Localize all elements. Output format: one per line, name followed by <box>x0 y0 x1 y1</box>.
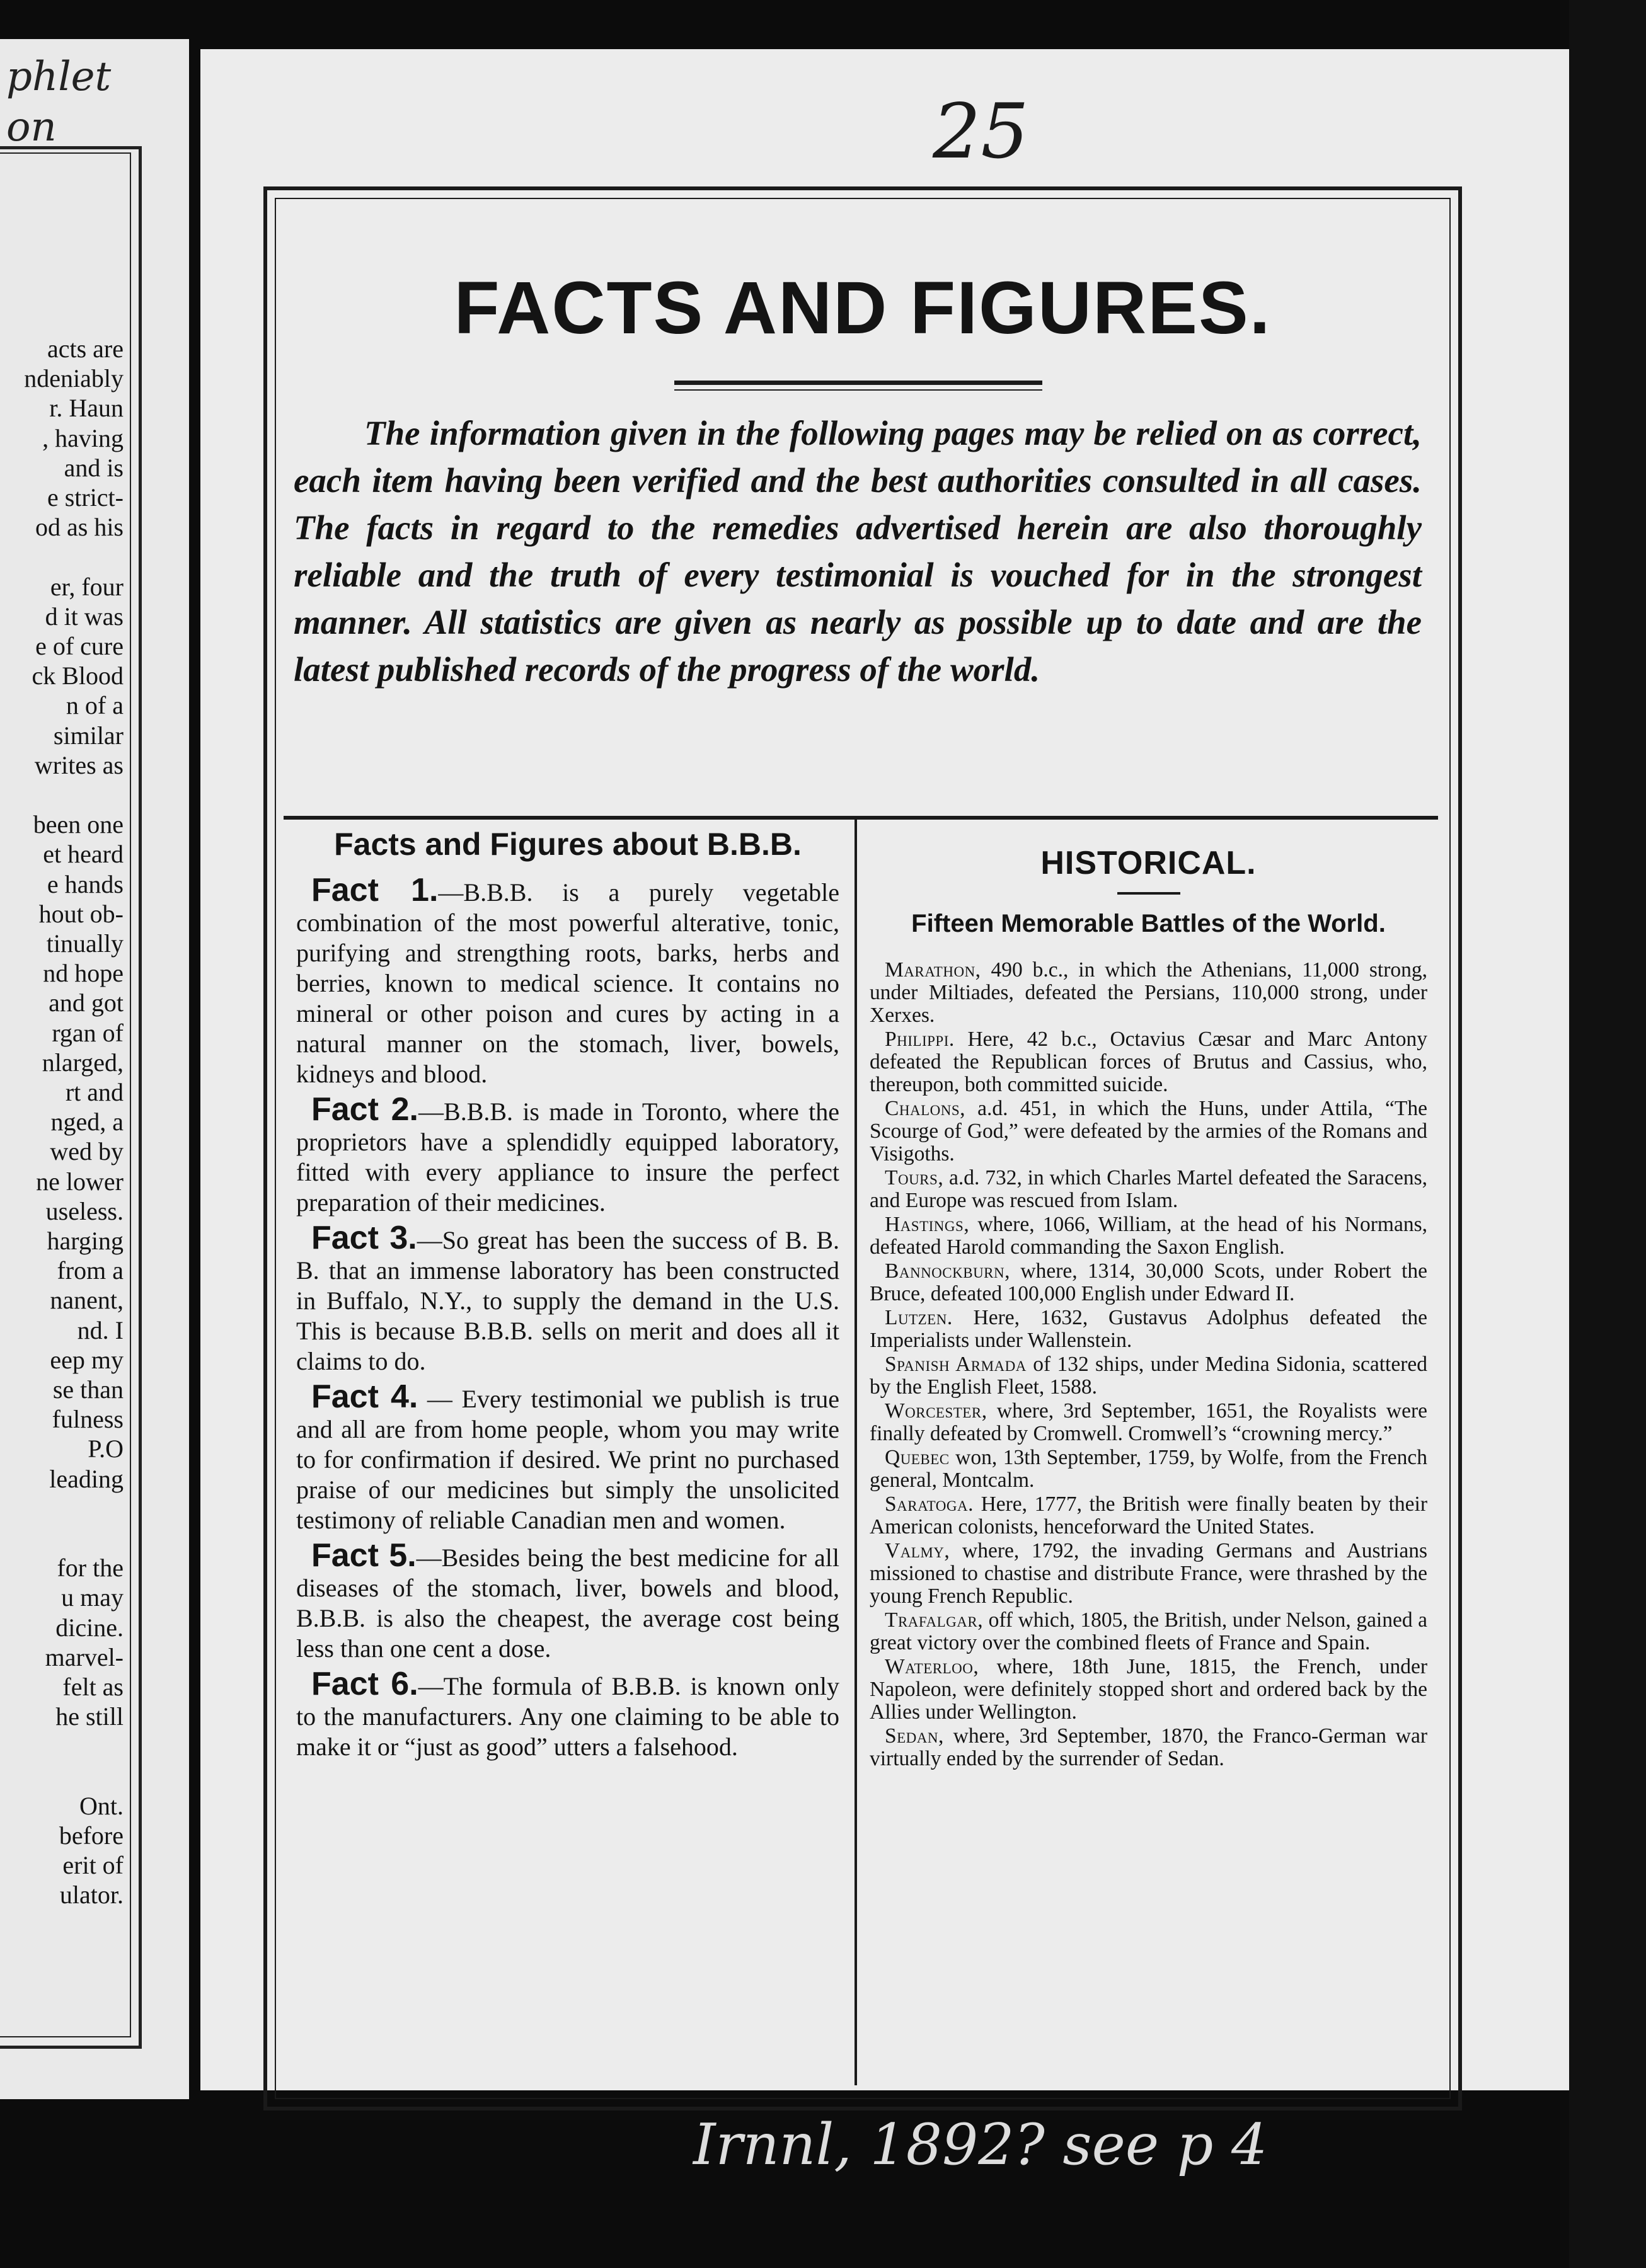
left-page-fragment: for the <box>57 1554 124 1583</box>
battle-text: where, 18th June, 1815, the French, under Napoleon, were definitely stopped short and ordered back by the Allies under Wellington. <box>870 1655 1427 1724</box>
battle-item <box>870 1493 1427 1538</box>
left-page-fragment: and is <box>64 453 124 482</box>
fact-text: —B.B.B. is a purely vegetable combination of the most powerful alterative, tonic, purifying and strengthing roots, barks, herbs and berries, known to medical science. It contains no mineral or other poison and cures by acting in a natural manner on the stomach, liver, bowels, kidneys and blood. <box>296 878 839 1088</box>
battle-text: 490 b.c., in which the Athenians, 11,000 strong, under Miltiades, defeated the Persians, 110,000 strong, under Xerxes. <box>870 958 1427 1027</box>
left-page-fragment: rt and <box>65 1078 124 1106</box>
fact-text: —Besides being the best medicine for all diseases of the stomach, liver, bowels and blood, B.B.B. is also the cheapest, the average cost being less than one cent a dose. <box>296 1544 839 1663</box>
fact-label: Fact 3. <box>311 1220 417 1256</box>
battle-text: a.d. 451, in which the Huns, under Attila, “The Scourge of God,” were defeated by the armies of the Romans and Visigoths. <box>870 1097 1427 1166</box>
battle-item <box>870 1540 1427 1608</box>
left-facing-page <box>0 39 189 2099</box>
battle-text: Here, 1632, Gustavus Adolphus defeated the Imperialists under Wallenstein. <box>870 1306 1427 1352</box>
left-page-fragment: n of a <box>66 691 124 720</box>
handwritten-page-number: 25 <box>933 88 1029 176</box>
left-page-fragment: Ont. <box>79 1791 124 1820</box>
left-page-fragment: ndeniably <box>24 364 124 393</box>
scan-edge-shadow <box>1569 0 1646 2268</box>
left-page-fragment: ulator. <box>59 1881 124 1910</box>
left-page-fragment: harging <box>47 1227 124 1255</box>
battle-name: Philippi. <box>885 1028 955 1051</box>
left-page-fragment: he still <box>55 1702 124 1731</box>
historical-heading: HISTORICAL. <box>1040 845 1257 881</box>
left-page-fragment: wed by <box>50 1137 124 1166</box>
battle-name: Chalons, <box>885 1097 965 1120</box>
battle-item <box>870 959 1427 1027</box>
left-page-fragment: nd. I <box>77 1315 124 1344</box>
fact-item <box>296 1378 840 1535</box>
left-page-fragment: u may <box>61 1583 124 1612</box>
left-page-fragment: nged, a <box>50 1108 124 1137</box>
battle-item <box>870 1260 1427 1305</box>
left-page-fragment: similar <box>53 721 124 750</box>
battle-item <box>870 1213 1427 1259</box>
battle-item <box>870 1307 1427 1352</box>
left-page-fragment: tinually <box>46 929 124 958</box>
left-page-fragment: nanent, <box>50 1286 124 1315</box>
left-page-fragment: leading <box>49 1464 124 1493</box>
intro-paragraph: The information given in the following pages may be relied on as correct, each item having been verified and the best authorities consulted in all cases. The facts in regard to the remedies advertised herein are also thoroughly reliable and the truth of every testimonial is vouched for in the strongest manner. All statistics are given as nearly as possible up to date and are the latest published records of the progress of the world. <box>294 414 1422 689</box>
battle-name: Trafalgar, <box>885 1608 984 1632</box>
left-page-fragment: d it was <box>45 602 124 631</box>
left-page-fragment: felt as <box>62 1673 124 1701</box>
facts-list <box>296 872 840 1762</box>
left-page-fragment: er, four <box>50 572 124 601</box>
battle-name: Bannockburn, <box>885 1259 1011 1283</box>
fact-label: Fact 2. <box>311 1091 419 1128</box>
battle-text: off which, 1805, the British, under Nelson, gained a great victory over the combined fleets of France and Spain. <box>870 1608 1427 1654</box>
battle-item <box>870 1725 1427 1770</box>
battle-name: Hastings, <box>885 1213 970 1236</box>
left-page-fragment: and got <box>49 988 124 1017</box>
left-page-fragment: , having <box>42 423 124 452</box>
battle-name: Tours, <box>885 1166 944 1189</box>
battle-item <box>870 1028 1427 1096</box>
battle-item <box>870 1353 1427 1399</box>
battle-item <box>870 1656 1427 1724</box>
handwritten-note-second: on <box>6 104 57 151</box>
battles-subheading: Fifteen Memorable Battles of the World. <box>911 910 1386 937</box>
battle-item <box>870 1097 1427 1166</box>
fact-text: — Every testimonial we publish is true and all are from home people, whom you may write to for confirmation if desired. We print no purchased praise of our medicines but simply the unsolicited testimony of reliable Canadian men and women. <box>296 1385 840 1534</box>
left-page-fragment: useless. <box>45 1196 124 1225</box>
historical-rule <box>1117 892 1180 895</box>
left-page-fragment: hout ob- <box>38 899 124 928</box>
battle-text: where, 3rd September, 1870, the Franco-German war virtually ended by the surrender of Sedan. <box>870 1724 1427 1770</box>
fact-label: Fact 6. <box>311 1666 418 1702</box>
left-page-fragment: rgan of <box>52 1018 124 1047</box>
battle-name: Marathon, <box>885 958 981 982</box>
fact-item <box>296 1537 839 1664</box>
fact-item <box>296 1666 839 1762</box>
left-page-fragment: e strict- <box>47 483 124 512</box>
left-page-fragment: dicine. <box>55 1613 124 1642</box>
section-divider <box>284 816 1438 820</box>
left-page-fragment: e hands <box>47 869 124 898</box>
fact-label: Fact 1. <box>311 872 439 908</box>
left-page-fragment: fulness <box>52 1405 124 1434</box>
battle-text: won, 13th September, 1759, by Wolfe, from the French general, Montcalm. <box>870 1446 1427 1492</box>
left-page-fragment: been one <box>33 810 124 839</box>
fact-item <box>296 872 839 1089</box>
column-divider <box>855 819 857 2085</box>
battle-text: Here, 42 b.c., Octavius Cæsar and Marc Antony defeated the Republican forces of Brutus and Cassius, who, thereupon, both committed suicide. <box>870 1028 1427 1096</box>
left-page-fragment: nd hope <box>43 959 124 988</box>
title-rule-thin <box>674 389 1042 391</box>
left-page-fragment: writes as <box>34 750 124 779</box>
left-page-fragment: r. Haun <box>49 394 124 423</box>
fact-item <box>296 1091 840 1218</box>
battle-text: where, 3rd September, 1651, the Royalists were finally defeated by Cromwell. Cromwell’s “crowning mercy.” <box>870 1399 1427 1445</box>
page-title: FACTS AND FIGURES. <box>454 266 1272 350</box>
battle-name: Valmy, <box>885 1539 950 1562</box>
battle-name: Sedan, <box>885 1724 944 1748</box>
left-page-fragment: erit of <box>62 1851 124 1880</box>
left-page-fragment: se than <box>52 1375 124 1404</box>
battle-name: Worcester, <box>885 1399 987 1423</box>
battle-name: Lutzen. <box>885 1306 953 1329</box>
left-page-fragment: P.O <box>88 1435 124 1463</box>
left-page-fragment: eep my <box>50 1345 124 1374</box>
battle-item <box>870 1609 1427 1654</box>
left-page-fragment: od as his <box>35 513 124 542</box>
battle-text: a.d. 732, in which Charles Martel defeated the Saracens, and Europe was rescued from Islam. <box>870 1166 1427 1212</box>
battle-name: Waterloo, <box>885 1655 979 1678</box>
handwritten-footer-note: Irnnl, 1892? see p 4 <box>693 2112 1268 2178</box>
fact-text: —The formula of B.B.B. is known only to the manufacturers. Any one claiming to be able to make it or “just as good” utters a falsehood. <box>296 1672 839 1761</box>
battle-text: Here, 1777, the British were finally beaten by their American colonists, henceforward the United States. <box>870 1492 1427 1538</box>
left-page-fragment: et heard <box>43 840 124 869</box>
battles-list <box>870 959 1427 1770</box>
left-page-fragment: ne lower <box>36 1167 124 1196</box>
historical-column <box>870 844 1427 1772</box>
fact-label: Fact 5. <box>311 1537 417 1574</box>
facts-column <box>296 825 839 1767</box>
left-page-fragment: marvel- <box>45 1642 124 1671</box>
fact-label: Fact 4. <box>311 1378 418 1415</box>
left-page-fragment: acts are <box>47 335 124 363</box>
handwritten-note-top: phlet <box>6 54 112 100</box>
fact-item <box>296 1220 840 1377</box>
battle-text: where, 1792, the invading Germans and Austrians missioned to chastise and distribute France, were thrashed by the young French Republic. <box>870 1539 1427 1608</box>
fact-text: —So great has been the success of B. B. B. that an immense laboratory has been constructed in Buffalo, N.Y., to supply the demand in the U.S. This is because B.B.B. sells on merit and does all it claims to do. <box>296 1226 840 1375</box>
battle-name: Quebec <box>885 1446 950 1469</box>
battle-text: where, 1314, 30,000 Scots, under Robert the Bruce, defeated 100,000 English under Edward II. <box>870 1259 1427 1305</box>
battle-name: Spanish Armada <box>885 1353 1027 1376</box>
battle-text: where, 1066, William, at the head of his Normans, defeated Harold commanding the Saxon English. <box>870 1213 1427 1259</box>
left-page-fragment: from a <box>57 1256 124 1285</box>
battle-item <box>870 1167 1427 1212</box>
title-rule-thick <box>674 381 1042 385</box>
battle-item <box>870 1400 1427 1445</box>
battle-name: Saratoga. <box>885 1492 974 1516</box>
battle-item <box>870 1446 1427 1492</box>
facts-heading: Facts and Figures about B.B.B. <box>334 827 802 862</box>
left-page-fragment: ck Blood <box>32 662 124 690</box>
battle-text: of 132 ships, under Medina Sidonia, scattered by the English Fleet, 1588. <box>870 1353 1427 1399</box>
fact-text: —B.B.B. is made in Toronto, where the proprietors have a splendidly equipped laboratory, fitted with every appliance to insure the perfect preparation of their medicines. <box>296 1097 840 1217</box>
left-page-fragment: before <box>59 1821 124 1850</box>
left-page-fragment: nlarged, <box>42 1048 124 1077</box>
left-page-fragment: e of cure <box>35 632 124 660</box>
